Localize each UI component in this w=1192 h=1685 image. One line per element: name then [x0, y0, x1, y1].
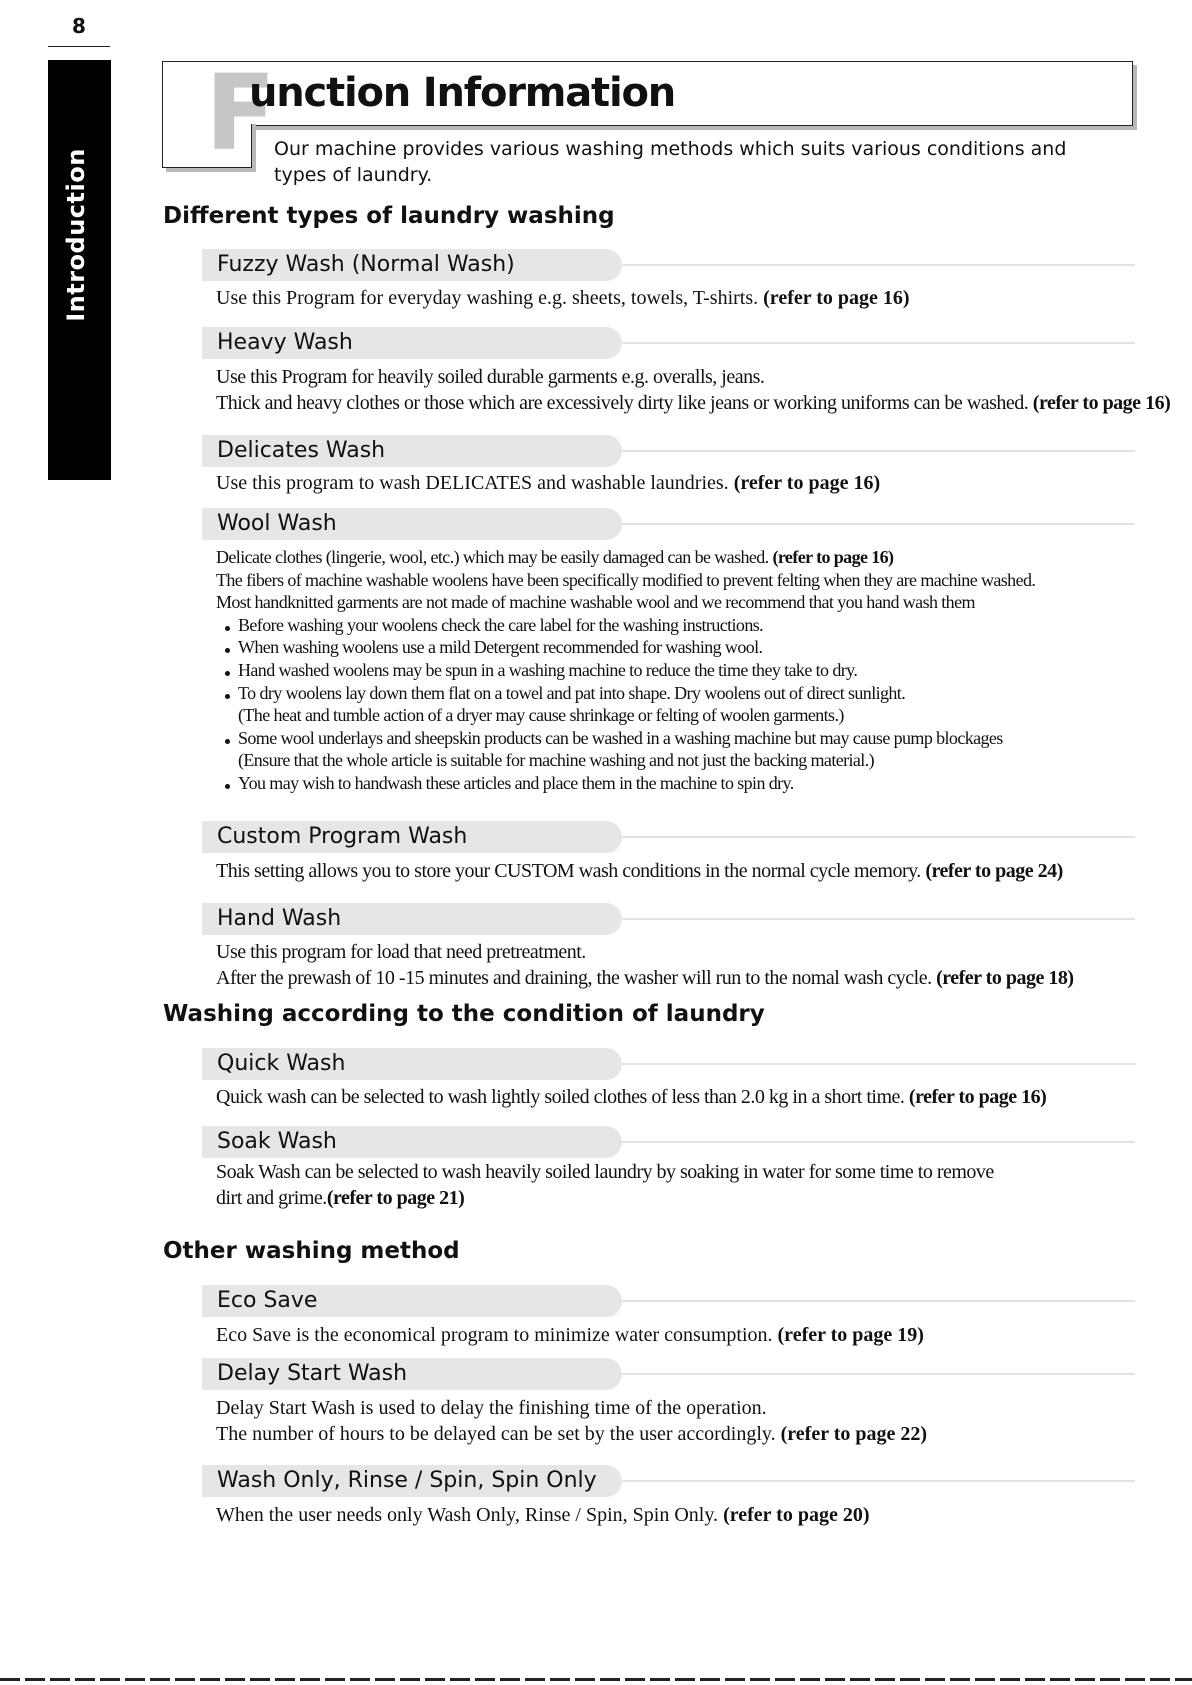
item-title: Wool Wash	[217, 511, 337, 536]
page-reference: (refer to page 19)	[777, 1324, 924, 1346]
item-title: Delicates Wash	[217, 438, 386, 463]
page-reference: (refer to page 16)	[733, 472, 881, 494]
item-divider	[622, 264, 1135, 266]
item-divider	[622, 450, 1135, 452]
bullet-continuation: (Ensure that the whole article is suitable for machine washing and not just the backing material.)	[238, 750, 874, 771]
bullet-icon	[225, 739, 230, 744]
item-description: Use this program to wash DELICATES and washable laundries. (refer to page 16)	[216, 472, 881, 494]
item-description: Use this Program for heavily soiled durable garments e.g. overalls, jeans. Thick and heavy clothes or those which are excessively dirty like jeans or working uniforms can be washed. (refer to page 16)	[216, 366, 1171, 414]
item-divider	[622, 342, 1135, 344]
page-reference: (refer to page 22)	[780, 1423, 928, 1445]
bullet-item: Before washing your woolens check the care label for the washing instructions.	[216, 614, 1035, 637]
item-description: Delicate clothes (lingerie, wool, etc.) which may be easily damaged can be washed. (refer to page 16) The fibers of machine washable woolens have been specifically modified to prevent felting when they are machine washed. Most handknitted garments are not made of machine washable wool and we recommend that you hand wash them Before washing your woolens check the care label for the washing instructions. When washing woolens use a mild Detergent recommended for washing wool. Hand washed woolens may be spun in a washing machine to reduce the time they take to dry. To dry woolens lay down them flat on a towel and pat into shape. Dry woolens out of direct sunlight. (The heat and tumble action of a dryer may cause shrinkage or felting of woolen garments.) Some wool underlays and sheepskin products can be washed in a washing machine but may cause pump blockages (Ensure that the whole article is suitable for machine washing and not just the backing material.) You may wish to handwash these articles and place them in the machine to spin dry.	[216, 547, 1036, 793]
item-title: Custom Program Wash	[217, 824, 468, 849]
item-divider	[622, 918, 1135, 920]
bottom-border	[0, 1678, 1192, 1681]
bullet-icon	[225, 784, 230, 789]
page-reference: (refer to page 18)	[936, 967, 1074, 989]
bullet-icon	[225, 626, 230, 631]
item-divider	[622, 1480, 1135, 1482]
page-reference: (refer to page 16)	[772, 547, 894, 567]
item-description: Quick wash can be selected to wash lightly soiled clothes of less than 2.0 kg in a short time. (refer to page 16)	[216, 1086, 1047, 1108]
bullet-item: When washing woolens use a mild Detergent recommended for washing wool.	[216, 636, 1035, 659]
item-description: This setting allows you to store your CUSTOM wash conditions in the normal cycle memory. (refer to page 24)	[216, 860, 1063, 882]
side-tab-label: Introduction	[62, 148, 90, 322]
page-reference: (refer to page 16)	[763, 287, 910, 309]
section-heading: Washing according to the condition of laundry	[163, 1001, 765, 1027]
item-title: Eco Save	[217, 1288, 318, 1313]
item-description: Eco Save is the economical program to minimize water consumption. (refer to page 19)	[216, 1324, 924, 1346]
item-title: Fuzzy Wash (Normal Wash)	[217, 252, 515, 277]
bullet-item: To dry woolens lay down them flat on a towel and pat into shape. Dry woolens out of direct sunlight.	[216, 682, 1035, 705]
item-description: When the user needs only Wash Only, Rinse / Spin, Spin Only. (refer to page 20)	[216, 1504, 870, 1526]
page-title: unction Information	[249, 70, 676, 116]
bullet-icon	[225, 671, 230, 676]
item-divider	[622, 1373, 1135, 1375]
item-description: Delay Start Wash is used to delay the finishing time of the operation. The number of hours to be delayed can be set by the user accordingly. (refer to page 22)	[216, 1397, 928, 1445]
item-title: Delay Start Wash	[217, 1361, 408, 1386]
item-description: Use this program for load that need pretreatment. After the prewash of 10 -15 minutes and draining, the washer will run to the nomal wash cycle. (refer to page 18)	[216, 941, 1074, 989]
item-divider	[622, 1063, 1135, 1065]
item-divider	[622, 1141, 1135, 1143]
bullet-icon	[225, 648, 230, 653]
intro-text: Our machine provides various washing methods which suits various conditions and types of laundry.	[274, 138, 1067, 186]
bullet-icon	[225, 694, 230, 699]
bullet-item: Some wool underlays and sheepskin products can be washed in a washing machine but may cause pump blockages	[216, 727, 1035, 750]
item-divider	[622, 1300, 1135, 1302]
page-reference: (refer to page 24)	[925, 860, 1063, 882]
page-reference: (refer to page 21)	[326, 1187, 465, 1209]
item-description: Use this Program for everyday washing e.g. sheets, towels, T-shirts. (refer to page 16)	[216, 287, 910, 309]
bullet-continuation: (The heat and tumble action of a dryer may cause shrinkage or felting of woolen garments.)	[238, 705, 844, 726]
page-number-rule	[48, 46, 110, 47]
page-reference: (refer to page 16)	[1032, 392, 1171, 414]
bullet-item: Hand washed woolens may be spun in a washing machine to reduce the time they take to dry.	[216, 659, 1035, 682]
bullet-item: You may wish to handwash these articles and place them in the machine to spin dry.	[216, 772, 1035, 795]
item-divider	[622, 523, 1135, 525]
title-initial-letter: F	[205, 52, 277, 174]
section-heading: Other washing method	[163, 1238, 460, 1264]
side-tab	[48, 60, 111, 480]
section-heading: Different types of laundry washing	[163, 203, 615, 229]
page-reference: (refer to page 16)	[908, 1086, 1047, 1108]
page-reference: (refer to page 20)	[723, 1504, 870, 1526]
item-description: Soak Wash can be selected to wash heavily soiled laundry by soaking in water for some time to remove dirt and grime.(refer to page 21)	[216, 1161, 994, 1209]
page-number: 8	[72, 14, 86, 38]
item-divider	[622, 836, 1135, 838]
item-title: Soak Wash	[217, 1129, 337, 1154]
item-title: Wash Only, Rinse / Spin, Spin Only	[217, 1468, 597, 1493]
item-title: Heavy Wash	[217, 330, 353, 355]
item-title: Hand Wash	[217, 906, 342, 931]
item-title: Quick Wash	[217, 1051, 346, 1076]
